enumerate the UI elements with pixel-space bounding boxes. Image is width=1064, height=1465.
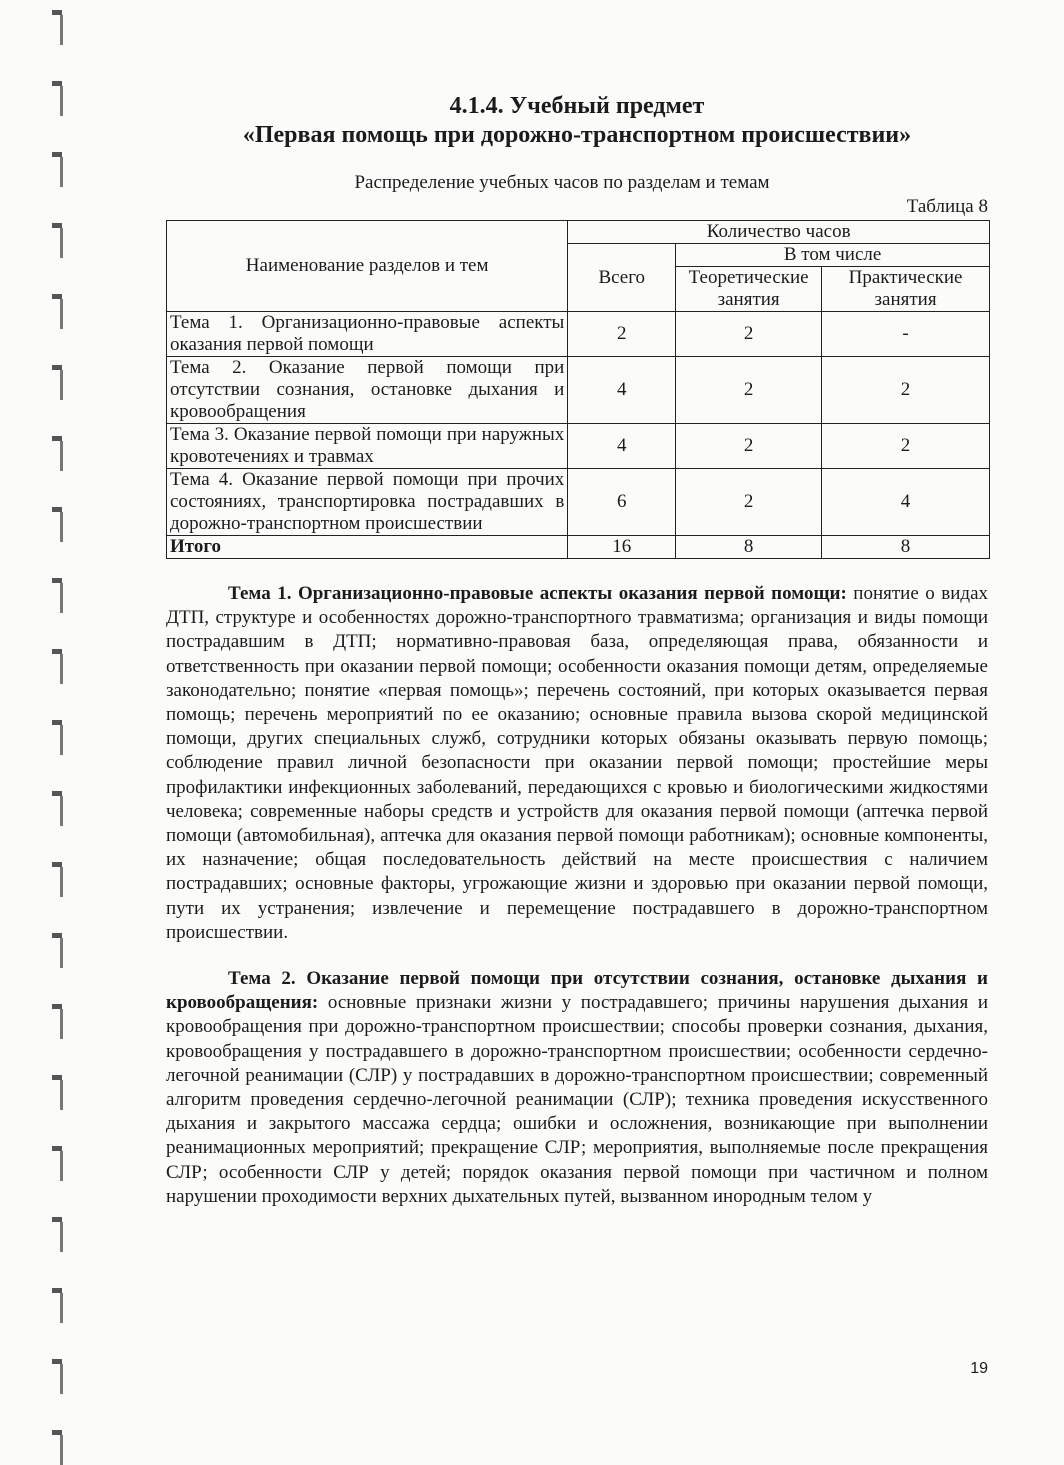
row-total: 6 [568,469,676,536]
binding-line [60,725,63,755]
row-practice: 2 [822,424,990,469]
table-caption: Распределение учебных часов по разделам и темам [354,172,770,193]
document-page [166,92,988,1209]
row-practice: 2 [822,357,990,424]
binding-line [60,228,63,258]
table-row [167,469,990,536]
topic-2-paragraph [166,967,988,1209]
total-theory: 8 [676,536,822,559]
binding-line [60,654,63,684]
binding-line [60,441,63,471]
row-name: Тема 3. Оказание первой помощи при наружных кровотечениях и травмах [167,424,568,469]
header-theory: Теоретические занятия [676,267,822,312]
row-total: 4 [568,357,676,424]
row-name: Тема 2. Оказание первой помощи при отсутствии сознания, остановке дыхания и кровообращения [167,357,568,424]
table-total-row [167,536,990,559]
row-practice: - [822,312,990,357]
total-practice: 8 [822,536,990,559]
row-theory: 2 [676,424,822,469]
binding-line [60,1364,63,1394]
topic-1-title: Тема 1. Организационно-правовые аспекты оказания первой помощи: [228,583,847,604]
table-header-row [167,221,990,244]
binding-line [60,796,63,826]
binding-line [60,867,63,897]
row-name: Тема 4. Оказание первой помощи при прочих состояниях, транспортировка пострадавших в дорожно-транспортном происшествии [167,469,568,536]
row-name: Тема 1. Организационно-правовые аспекты оказания первой помощи [167,312,568,357]
binding-line [60,512,63,542]
topic-2-title: Тема 2. Оказание первой помощи при отсутствии сознания, остановке дыхания и кровообращения: [166,968,988,1014]
binding-line [60,1222,63,1252]
binding-line [60,1009,63,1039]
heading-line-1: 4.1.4. Учебный предмет [449,93,705,119]
header-total: Всего [568,244,676,312]
binding-line [60,157,63,187]
header-practice: Практические занятия [822,267,990,312]
row-theory: 2 [676,357,822,424]
page-number: 19 [970,1360,988,1377]
table-row [167,424,990,469]
binding-line [60,1435,63,1465]
topic-1-text: понятие о видах ДТП, структуре и особенностях дорожно-транспортного травматизма; организация и виды помощи пострадавшим в ДТП; нормативно-правовая база, определяющая права, обязанности и ответственность при оказании первой помощи; особенности оказания помощи детям, определяемые законодательно; понятие «первая помощь»; перечень состояний, при которых оказывается первая помощь; перечень мероприятий по ее оказанию; основные правила вызова скорой медицинской помощи, других специальных служб, сотрудники которых обязаны оказывать первую помощь; соблюдение правил личной безопасности при оказании первой помощи; простейшие меры профилактики инфекционных заболеваний, передающихся с кровью и биологическими жидкостями человека; современные наборы средств и устройств для оказания первой помощи (аптечка первой помощи (автомобильная), аптечка для оказания первой помощи работникам); основные компоненты, их назначение; общая последовательность действий на месте происшествия с наличием пострадавших; основные факторы, угрожающие жизни и здоровью при оказании первой помощи, пути их устранения; извлечение и перемещение пострадавшего в дорожно-транспортном происшествии. [166,583,988,943]
table-number: Таблица 8 [906,196,988,217]
binding-line [60,86,63,116]
topic-2-text: основные признаки жизни у пострадавшего; причины нарушения дыхания и кровообращения при дорожно-транспортном происшествии; способы проверки сознания, дыхания, кровообращения у пострадавшего в дорожно-транспортном происшествии; особенности сердечно-легочной реанимации (СЛР) у пострадавших в дорожно-транспортном происшествии; современный алгоритм проведения сердечно-легочной реанимации (СЛР); техника проведения искусственного дыхания и закрытого массажа сердца; ошибки и осложнения, возникающие при выполнении реанимационных мероприятий; прекращение СЛР; мероприятия, выполняемые после прекращения СЛР; особенности СЛР у детей; порядок оказания первой помощи при частичном и полном нарушении проходимости верхних дыхательных путей, вызванном инородным телом у [166,992,988,1207]
binding-line [60,1151,63,1181]
total-hours: 16 [568,536,676,559]
header-hours: Количество часов [568,221,990,244]
table-row [167,312,990,357]
heading-line-2: «Первая помощь при дорожно-транспортном происшествии» [242,122,912,148]
binding-line [60,15,63,45]
binding-line [60,370,63,400]
section-heading [166,92,988,150]
binding-line [60,299,63,329]
binding-line [60,938,63,968]
header-including: В том числе [676,244,990,267]
table-row [167,357,990,424]
row-total: 2 [568,312,676,357]
topic-1-paragraph [166,582,988,945]
binding-holes [0,0,70,1463]
row-total: 4 [568,424,676,469]
binding-line [60,583,63,613]
row-theory: 2 [676,469,822,536]
row-theory: 2 [676,312,822,357]
hours-table [166,220,990,559]
binding-line [60,1080,63,1110]
total-label: Итого [167,536,568,559]
header-name: Наименование разделов и тем [167,221,568,312]
row-practice: 4 [822,469,990,536]
binding-line [60,1293,63,1323]
